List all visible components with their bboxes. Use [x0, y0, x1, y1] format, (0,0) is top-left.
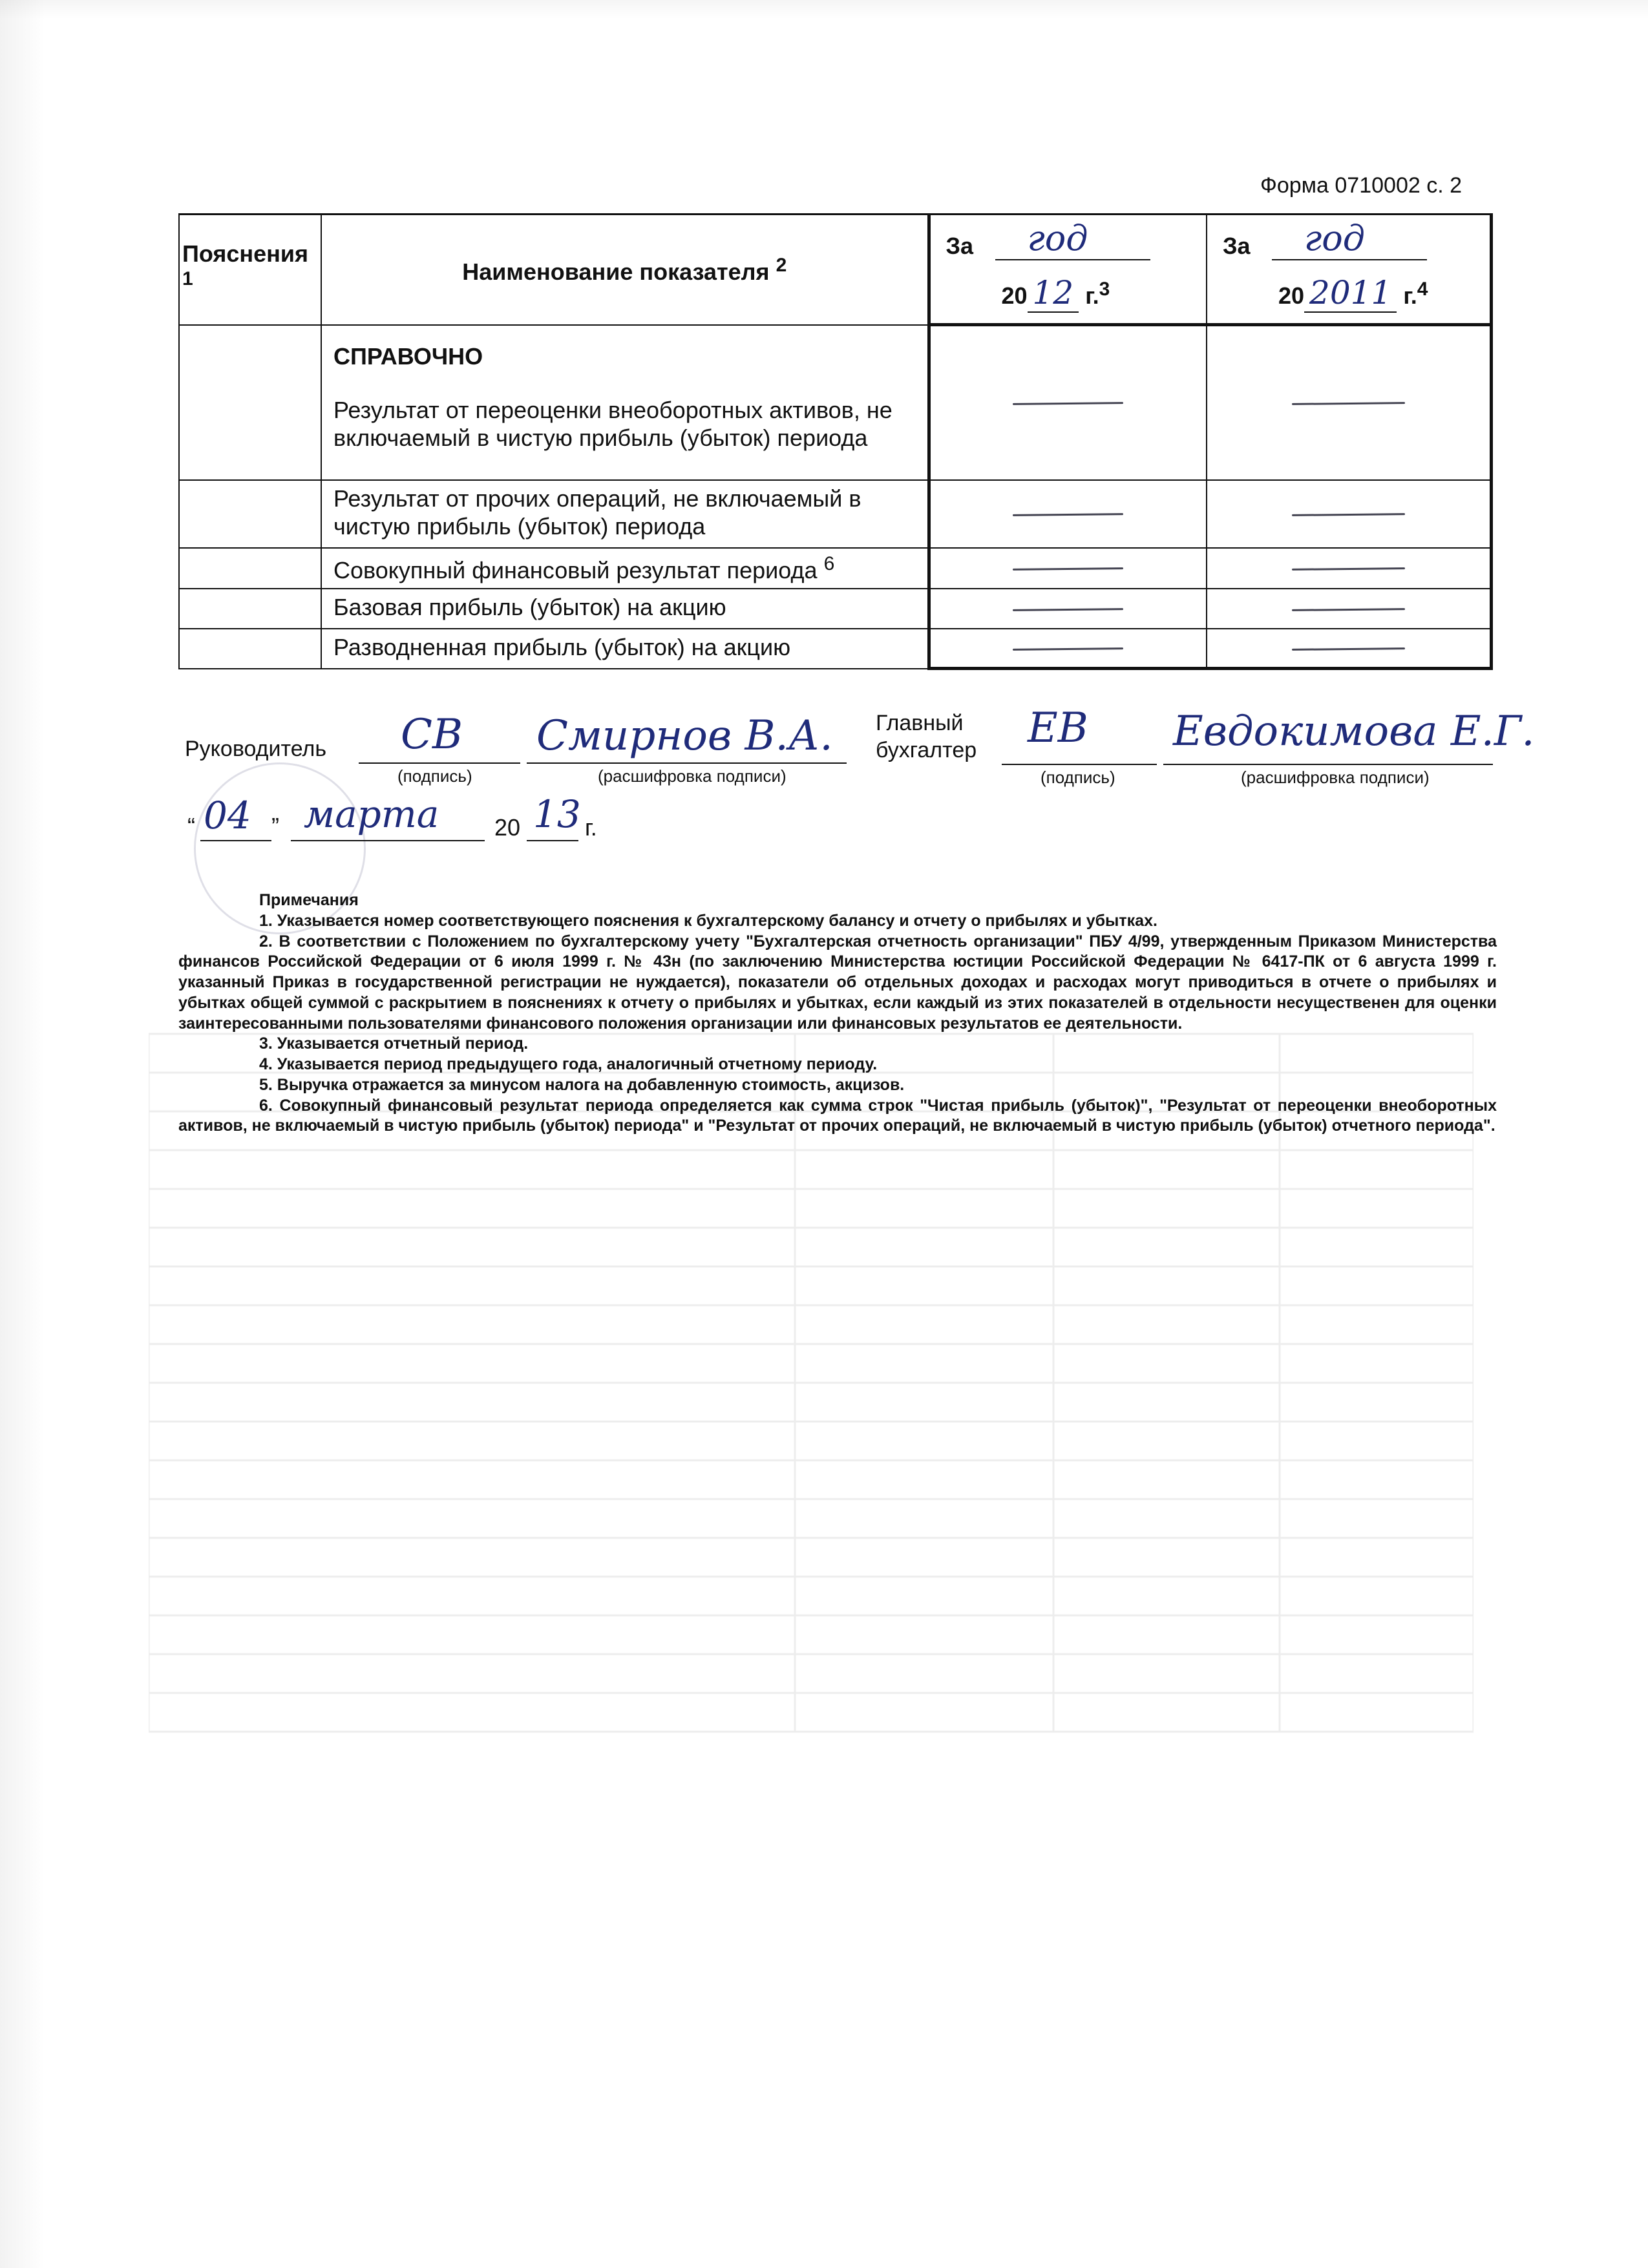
- scan-shadow-top: [0, 0, 1648, 19]
- handwritten-dash: [1292, 513, 1405, 516]
- table-row: [179, 480, 1491, 548]
- handwritten-dash: [1013, 513, 1123, 516]
- handwritten-dash: [1292, 402, 1405, 405]
- note-item: 6. Совокупный финансовый результат периода определяется как сумма строк "Чистая прибыль (убыток)", "Результат от переоценки внеоборотных активов, не включаемый в чистую прибыль (убыток) периода" и "Результат от прочих операций, не включаемый в чистую прибыль (убыток) отчетного периода".: [178, 1096, 1497, 1135]
- accountant-label-line2: бухгалтер: [876, 738, 977, 762]
- row-name: Результат от переоценки внеоборотных активов, не включаемый в чистую прибыль (убыток) периода: [333, 396, 893, 451]
- row-value-current: [929, 480, 1207, 548]
- handwritten-dash: [1013, 608, 1123, 611]
- handwritten-dash: [1292, 608, 1405, 611]
- handwritten-dash: [1013, 647, 1123, 651]
- period-current-za: За: [945, 233, 974, 259]
- date-open-quote: “: [187, 813, 195, 839]
- header-period-current: [929, 215, 1207, 325]
- note-item: 4. Указывается период предыдущего года, аналогичный отчетному периоду.: [259, 1055, 878, 1073]
- date-year-line: [527, 840, 578, 841]
- date-day-line: [200, 840, 271, 841]
- period-current-footnote: 3: [1099, 278, 1110, 300]
- handwritten-dash: [1013, 402, 1123, 405]
- row-name-cell: [321, 589, 929, 629]
- accountant-name-line: [1163, 764, 1493, 765]
- note-item: 5. Выручка отражается за минусом налога на добавленную стоимость, акцизов.: [259, 1075, 905, 1094]
- section-label-reference: СПРАВОЧНО: [333, 342, 483, 370]
- notes-title: Примечания: [259, 891, 359, 909]
- row-explanation-cell: [179, 325, 321, 480]
- head-signature: СВ: [401, 711, 463, 759]
- header-explanations-label: Пояснения: [182, 240, 309, 268]
- row-name: Результат от прочих операций, не включаемый в чистую прибыль (убыток) периода: [333, 485, 861, 540]
- report-table: [178, 213, 1493, 670]
- row-name-cell: [321, 480, 929, 548]
- head-name-caption: (расшифровка подписи): [598, 766, 787, 786]
- table-row: [179, 325, 1491, 480]
- row-name: Разводненная прибыль (убыток) на акцию: [333, 633, 791, 660]
- accountant-signature-caption: (подпись): [1041, 768, 1115, 787]
- row-value-previous: [1207, 325, 1491, 480]
- notes-section: [178, 890, 1497, 1137]
- row-value-current: [929, 548, 1207, 589]
- signing-date: [0, 792, 1648, 853]
- date-g: г.: [585, 814, 597, 841]
- date-close-quote: ”: [271, 813, 279, 839]
- period-previous-year-prefix: 20: [1278, 282, 1305, 309]
- period-current-g: г.: [1085, 282, 1099, 309]
- header-indicator-name: [321, 215, 929, 325]
- row-explanation-cell: [179, 629, 321, 669]
- date-month-handwritten: марта: [304, 792, 439, 836]
- row-value-previous: [1207, 548, 1491, 589]
- handwritten-dash: [1013, 567, 1123, 571]
- date-year-handwritten: 13: [533, 792, 581, 836]
- period-previous-year-handwritten: 2011: [1304, 274, 1397, 313]
- header-explanations: [179, 215, 321, 325]
- head-name-line: [527, 762, 847, 764]
- accountant-label-line1: Главный: [876, 711, 964, 735]
- row-name-cell: [321, 629, 929, 669]
- accountant-name-handwritten: Евдокимова Е.Г.: [1173, 708, 1535, 755]
- note-item: 3. Указывается отчетный период.: [259, 1034, 529, 1053]
- period-previous-year: [1278, 273, 1428, 312]
- row-name-cell: [321, 548, 929, 589]
- period-current-underline: [995, 259, 1150, 260]
- note-item: 2. В соответствии с Положением по бухгалтерскому учету "Бухгалтерская отчетность организации" ПБУ 4/99, утвержденным Приказом Министерства финансов Российской Федерации от 6 июля 1999 г. № 43н (по заключению Министерства юстиции Российской Федерации № 6417-ПК от 6 августа 1999 г. указанный Приказ в государственной регистрации не нуждается), показатели об отдельных доходах и расходах могут приводиться в отчете о прибылях и убытках общей суммой с раскрытием в пояснениях к отчету о прибылях и убытках, если каждый из этих показателей в отдельности несущественен для оценки заинтересованными пользователями финансового положения организации или финансовых результатов ее деятельности.: [178, 932, 1497, 1033]
- row-explanation-cell: [179, 589, 321, 629]
- row-value-current: [929, 629, 1207, 669]
- note-item: 1. Указывается номер соответствующего пояснения к бухгалтерскому балансу и отчету о прибылях и убытках.: [259, 911, 1157, 930]
- row-value-current: [929, 589, 1207, 629]
- row-name: Базовая прибыль (убыток) на акцию: [333, 593, 726, 620]
- accountant-signature: ЕВ: [1028, 704, 1088, 752]
- header-indicator-name-footnote: 2: [776, 254, 787, 276]
- handwritten-dash: [1292, 647, 1405, 651]
- accountant-signature-line: [1002, 764, 1157, 765]
- row-value-previous: [1207, 480, 1491, 548]
- period-current-year-prefix: 20: [1001, 282, 1028, 309]
- row-explanation-cell: [179, 480, 321, 548]
- head-signature-line: [359, 762, 520, 764]
- row-name: Совокупный финансовый результат периода: [333, 556, 818, 583]
- period-previous-footnote: 4: [1417, 278, 1428, 300]
- period-current-year: [1002, 273, 1110, 312]
- period-current-handwritten-word: год: [1027, 218, 1088, 258]
- header-explanations-footnote: 1: [182, 268, 193, 290]
- accountant-name-caption: (расшифровка подписи): [1241, 768, 1430, 787]
- head-name-handwritten: Смирнов В.А.: [536, 712, 833, 760]
- period-previous-underline: [1272, 259, 1427, 260]
- table-header-row: [179, 215, 1491, 325]
- table-row: [179, 629, 1491, 669]
- head-signature-caption: (подпись): [397, 766, 472, 786]
- signature-block: [0, 704, 1648, 795]
- row-footnote: 6: [823, 552, 835, 574]
- date-day-handwritten: 04: [204, 793, 251, 837]
- header-period-previous: [1207, 215, 1491, 325]
- date-month-line: [291, 840, 485, 841]
- period-previous-za: За: [1223, 233, 1251, 259]
- table-row: [179, 589, 1491, 629]
- row-value-previous: [1207, 589, 1491, 629]
- date-year-prefix: 20: [494, 814, 521, 841]
- header-indicator-name-label: Наименование показателя: [462, 258, 770, 285]
- row-explanation-cell: [179, 548, 321, 589]
- form-number: Форма 0710002 с. 2: [1260, 173, 1463, 198]
- handwritten-dash: [1292, 567, 1405, 571]
- row-value-current: [929, 325, 1207, 480]
- head-label: Руководитель: [185, 737, 327, 761]
- period-current-year-handwritten: 12: [1028, 274, 1079, 313]
- table-row: [179, 548, 1491, 589]
- row-name-cell: [321, 325, 929, 480]
- scan-shadow-left: [0, 0, 45, 2268]
- period-previous-handwritten-word: год: [1304, 218, 1366, 258]
- period-previous-g: г.: [1403, 282, 1417, 309]
- row-value-previous: [1207, 629, 1491, 669]
